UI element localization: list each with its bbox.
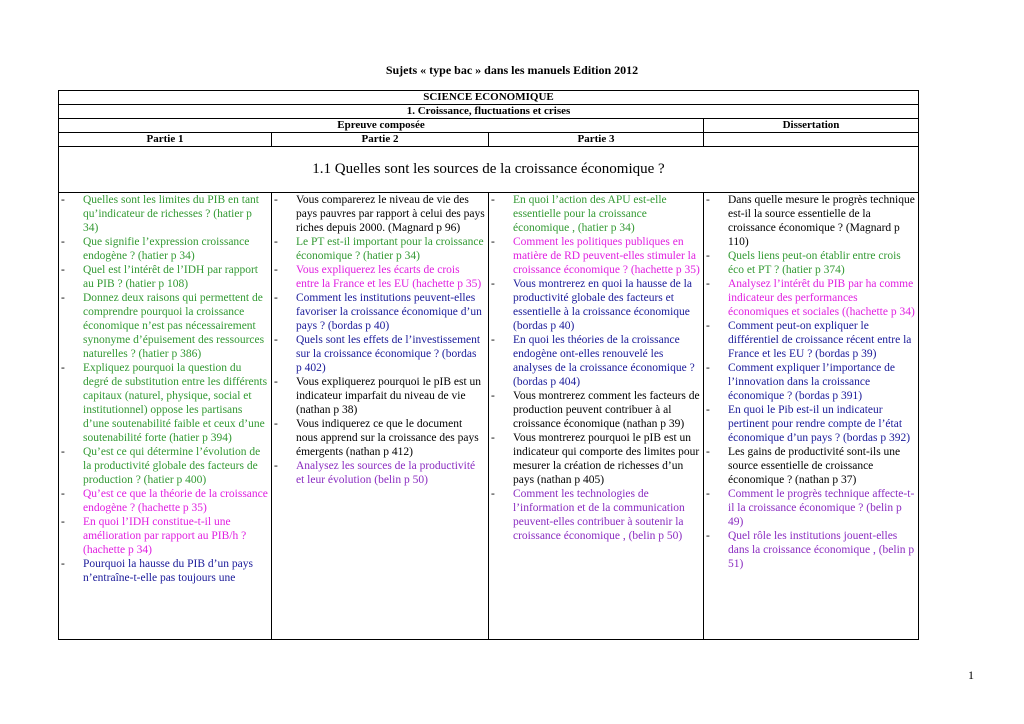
- header-partie-1: Partie 1: [59, 133, 272, 147]
- subject-item: - En quoi les théories de la croissance endogène ont-elles renouvelé les analyses de la croissance économique ? (bordas p 404): [489, 333, 703, 389]
- subject-item: - Comment le progrès technique affecte-t-il la croissance économique ? (belin p 49): [704, 487, 918, 529]
- subject-item: - Vous montrerez en quoi la hausse de la productivité globale des facteurs et essentielle à la croissance économique (bordas p 40): [489, 277, 703, 333]
- subject-item: - Quels liens peut-on établir entre crois éco et PT ? (hatier p 374): [704, 249, 918, 277]
- section-subtitle: 1.1 Quelles sont les sources de la croissance économique ?: [59, 147, 919, 193]
- subject-item: - Que signifie l’expression croissance endogène ? (hatier p 34): [59, 235, 271, 263]
- header-empty: [704, 133, 919, 147]
- subject-item: - Comment les technologies de l’information et de la communication peuvent-elles contribuer à soutenir la croissance économique , (belin p 50): [489, 487, 703, 543]
- subject-item: - Quels sont les effets de l’investissement sur la croissance économique ? (bordas p 402): [272, 333, 488, 375]
- column-partie-2: [272, 193, 489, 640]
- subject-list: [704, 193, 918, 571]
- subject-item: - Le PT est-il important pour la croissance économique ? (hatier p 34): [272, 235, 488, 263]
- subject-item: - Comment les politiques publiques en matière de RD peuvent-elles stimuler la croissance économique ? (hachette p 35): [489, 235, 703, 277]
- header-science: SCIENCE ECONOMIQUE: [59, 91, 919, 105]
- subject-item: - Vous expliquerez les écarts de crois entre la France et les EU (hachette p 35): [272, 263, 488, 291]
- subject-item: - Analysez les sources de la productivité et leur évolution (belin p 50): [272, 459, 488, 487]
- subject-item: - Vous indiquerez ce que le document nous apprend sur la croissance des pays émergents (nathan p 412): [272, 417, 488, 459]
- subject-item: - En quoi l’IDH constitue-t-il une amélioration par rapport au PIB/h ? (hachette p 34): [59, 515, 271, 557]
- subject-item: - Analysez l’intérêt du PIB par ha comme indicateur des performances économiques et sociales ((hachette p 34): [704, 277, 918, 319]
- subject-item: - Donnez deux raisons qui permettent de comprendre pourquoi la croissance économique n’est pas nécessairement synonyme d’épuisement des ressources naturelles ? (hatier p 386): [59, 291, 271, 361]
- page-number: 1: [968, 668, 974, 682]
- subject-item: - Quel est l’intérêt de l’IDH par rapport au PIB ? (hatier p 108): [59, 263, 271, 291]
- subject-list: [59, 193, 271, 585]
- subject-item: - Quelles sont les limites du PIB en tant qu’indicateur de richesses ? (hatier p 34): [59, 193, 271, 235]
- header-dissertation: Dissertation: [704, 119, 919, 133]
- subject-item: - Expliquez pourquoi la question du degré de substitution entre les différents capitaux (naturel, physique, social et institutionnel) oppose les partisans d’une soutenabilité faible et ceux d’une soutenabilité forte (hatier p 394): [59, 361, 271, 445]
- subject-item: - Pourquoi la hausse du PIB d’un pays n’entraîne-t-elle pas toujours une: [59, 557, 271, 585]
- subject-item: - Vous montrerez pourquoi le pIB est un indicateur qui comporte des limites pour mesurer la création de richesses d’un pays (nathan p 405): [489, 431, 703, 487]
- column-dissertation: [704, 193, 919, 640]
- header-chapter: 1. Croissance, fluctuations et crises: [59, 105, 919, 119]
- subject-item: - Quel rôle les institutions jouent-elles dans la croissance économique , (belin p 51): [704, 529, 918, 571]
- subject-item: - En quoi le Pib est-il un indicateur pertinent pour rendre compte de l’état économique d’un pays ? (bordas p 392): [704, 403, 918, 445]
- header-epreuve: Epreuve composée: [59, 119, 704, 133]
- subjects-table: [58, 90, 919, 640]
- subject-item: - Vous expliquerez pourquoi le pIB est un indicateur imparfait du niveau de vie (nathan p 38): [272, 375, 488, 417]
- subject-item: - Dans quelle mesure le progrès technique est-il la source essentielle de la croissance économique ? (Magnard p 110): [704, 193, 918, 249]
- column-partie-1: [59, 193, 272, 640]
- document-title: Sujets « type bac » dans les manuels Edition 2012: [385, 63, 639, 77]
- column-partie-3: [489, 193, 704, 640]
- subject-list: [272, 193, 488, 487]
- header-partie-2: Partie 2: [272, 133, 489, 147]
- subject-item: - Comment peut-on expliquer le différentiel de croissance récent entre la France et les EU ? (bordas p 39): [704, 319, 918, 361]
- subject-item: - Qu’est ce que la théorie de la croissance endogène ? (hachette p 35): [59, 487, 271, 515]
- subject-item: - Vous comparerez le niveau de vie des pays pauvres par rapport à celui des pays riches depuis 2000. (Magnard p 96): [272, 193, 488, 235]
- subject-item: - Qu’est ce qui détermine l’évolution de la productivité globale des facteurs de production ? (hatier p 400): [59, 445, 271, 487]
- subject-item: - Vous montrerez comment les facteurs de production peuvent contribuer à al croissance économique (nathan p 39): [489, 389, 703, 431]
- subject-item: - Comment les institutions peuvent-elles favoriser la croissance économique d’un pays ? (bordas p 40): [272, 291, 488, 333]
- subject-list: [489, 193, 703, 543]
- subject-item: - Les gains de productivité sont-ils une source essentielle de croissance économique ? (nathan p 37): [704, 445, 918, 487]
- header-partie-3: Partie 3: [489, 133, 704, 147]
- subject-item: - Comment expliquer l’importance de l’innovation dans la croissance économique ? (bordas p 391): [704, 361, 918, 403]
- subject-item: - En quoi l’action des APU est-elle essentielle pour la croissance économique , (hatier p 34): [489, 193, 703, 235]
